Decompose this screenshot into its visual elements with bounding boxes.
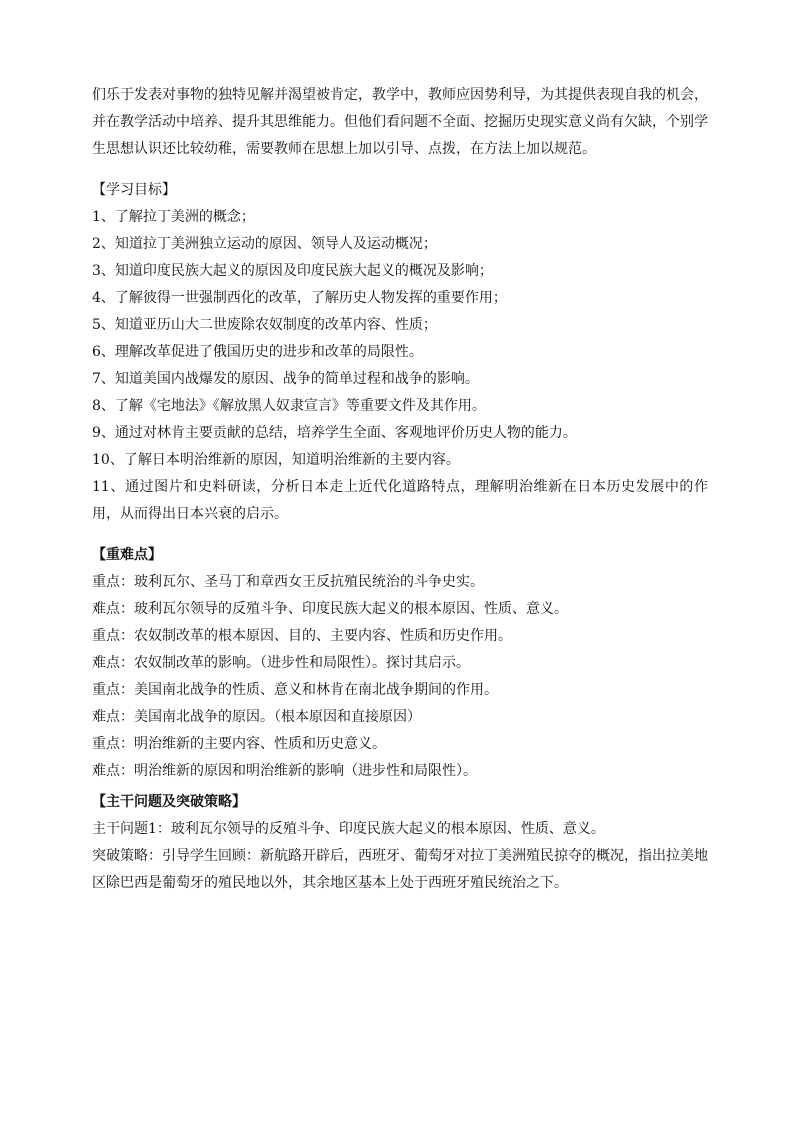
spacer — [92, 528, 708, 542]
objective-item: 7、知道美国内战爆发的原因、战争的简单过程和战争的影响。 — [92, 371, 479, 387]
key-point-item: 难点：玻利瓦尔领导的反殖斗争、印度民族大起义的根本原因、性质、意义。 — [92, 601, 568, 617]
objective-item: 8、了解《宅地法》《解放黑人奴隶宣言》等重要文件及其作用。 — [92, 398, 486, 414]
strategy-list — [92, 816, 708, 897]
objectives-list — [92, 204, 708, 528]
key-points-heading: 【重难点】 — [92, 547, 162, 563]
intro-paragraph: 们乐于发表对事物的独特见解并渴望被肯定，教学中，教师应因势利导，为其提供表现自我的机会，并在教学活动中培养、提升其思维能力。但他们看问题不全面、挖掘历史现实意义尚有欠缺，个别学生思想认识还比较幼稚，需要教师在思想上加以引导、点拨，在方法上加以规范。 — [92, 87, 708, 157]
key-point-item: 难点：明治维新的原因和明治维新的影响（进步性和局限性）。 — [92, 763, 477, 779]
spacer — [92, 163, 708, 177]
objective-item: 11、通过图片和史料研读，分析日本走上近代化道路特点，理解明治维新在日本历史发展中的作用，从而得出日本兴衰的启示。 — [92, 479, 708, 522]
key-point-item: 重点：农奴制改革的根本原因、目的、主要内容、性质和历史作用。 — [92, 628, 512, 644]
objective-item: 6、理解改革促进了俄国历史的进步和改革的局限性。 — [92, 344, 423, 360]
key-point-item: 难点：农奴制改革的影响。（进步性和局限性）。探讨其启示。 — [92, 655, 470, 671]
key-points-list — [92, 569, 708, 785]
key-point-item: 重点：玻利瓦尔、圣马丁和章西女王反抗殖民统治的斗争史实。 — [92, 574, 484, 590]
objective-item: 5、知道亚历山大二世废除农奴制度的改革内容、性质； — [92, 317, 437, 333]
objectives-heading: 【学习目标】 — [92, 182, 176, 198]
objective-item: 10、了解日本明治维新的原因，知道明治维新的主要内容。 — [92, 452, 460, 468]
key-point-item: 重点：明治维新的主要内容、性质和历史意义。 — [92, 736, 386, 752]
strategy-heading: 【主干问题及突破策略】 — [92, 794, 246, 810]
objective-item: 3、知道印度民族大起义的原因及印度民族大起义的概况及影响； — [92, 263, 493, 279]
objective-item: 9、通过对林肯主要贡献的总结，培养学生全面、客观地评价历史人物的能力。 — [92, 425, 577, 441]
strategy-item: 主干问题1：玻利瓦尔领导的反殖斗争、印度民族大起义的根本原因、性质、意义。 — [92, 821, 605, 837]
document-page — [92, 82, 708, 897]
objective-item: 1、了解拉丁美洲的概念； — [92, 209, 255, 225]
key-point-item: 重点：美国南北战争的性质、意义和林肯在南北战争期间的作用。 — [92, 682, 498, 698]
strategy-item: 突破策略：引导学生回顾：新航路开辟后，西班牙、葡萄牙对拉丁美洲殖民掠夺的概况，指出拉美地区除巴西是葡萄牙的殖民地以外，其余地区基本上处于西班牙殖民统治之下。 — [92, 848, 708, 891]
objective-item: 4、了解彼得一世强制西化的改革，了解历史人物发挥的重要作用； — [92, 290, 507, 306]
key-point-item: 难点：美国南北战争的原因。（根本原因和直接原因） — [92, 709, 421, 725]
objective-item: 2、知道拉丁美洲独立运动的原因、领导人及运动概况； — [92, 236, 437, 252]
